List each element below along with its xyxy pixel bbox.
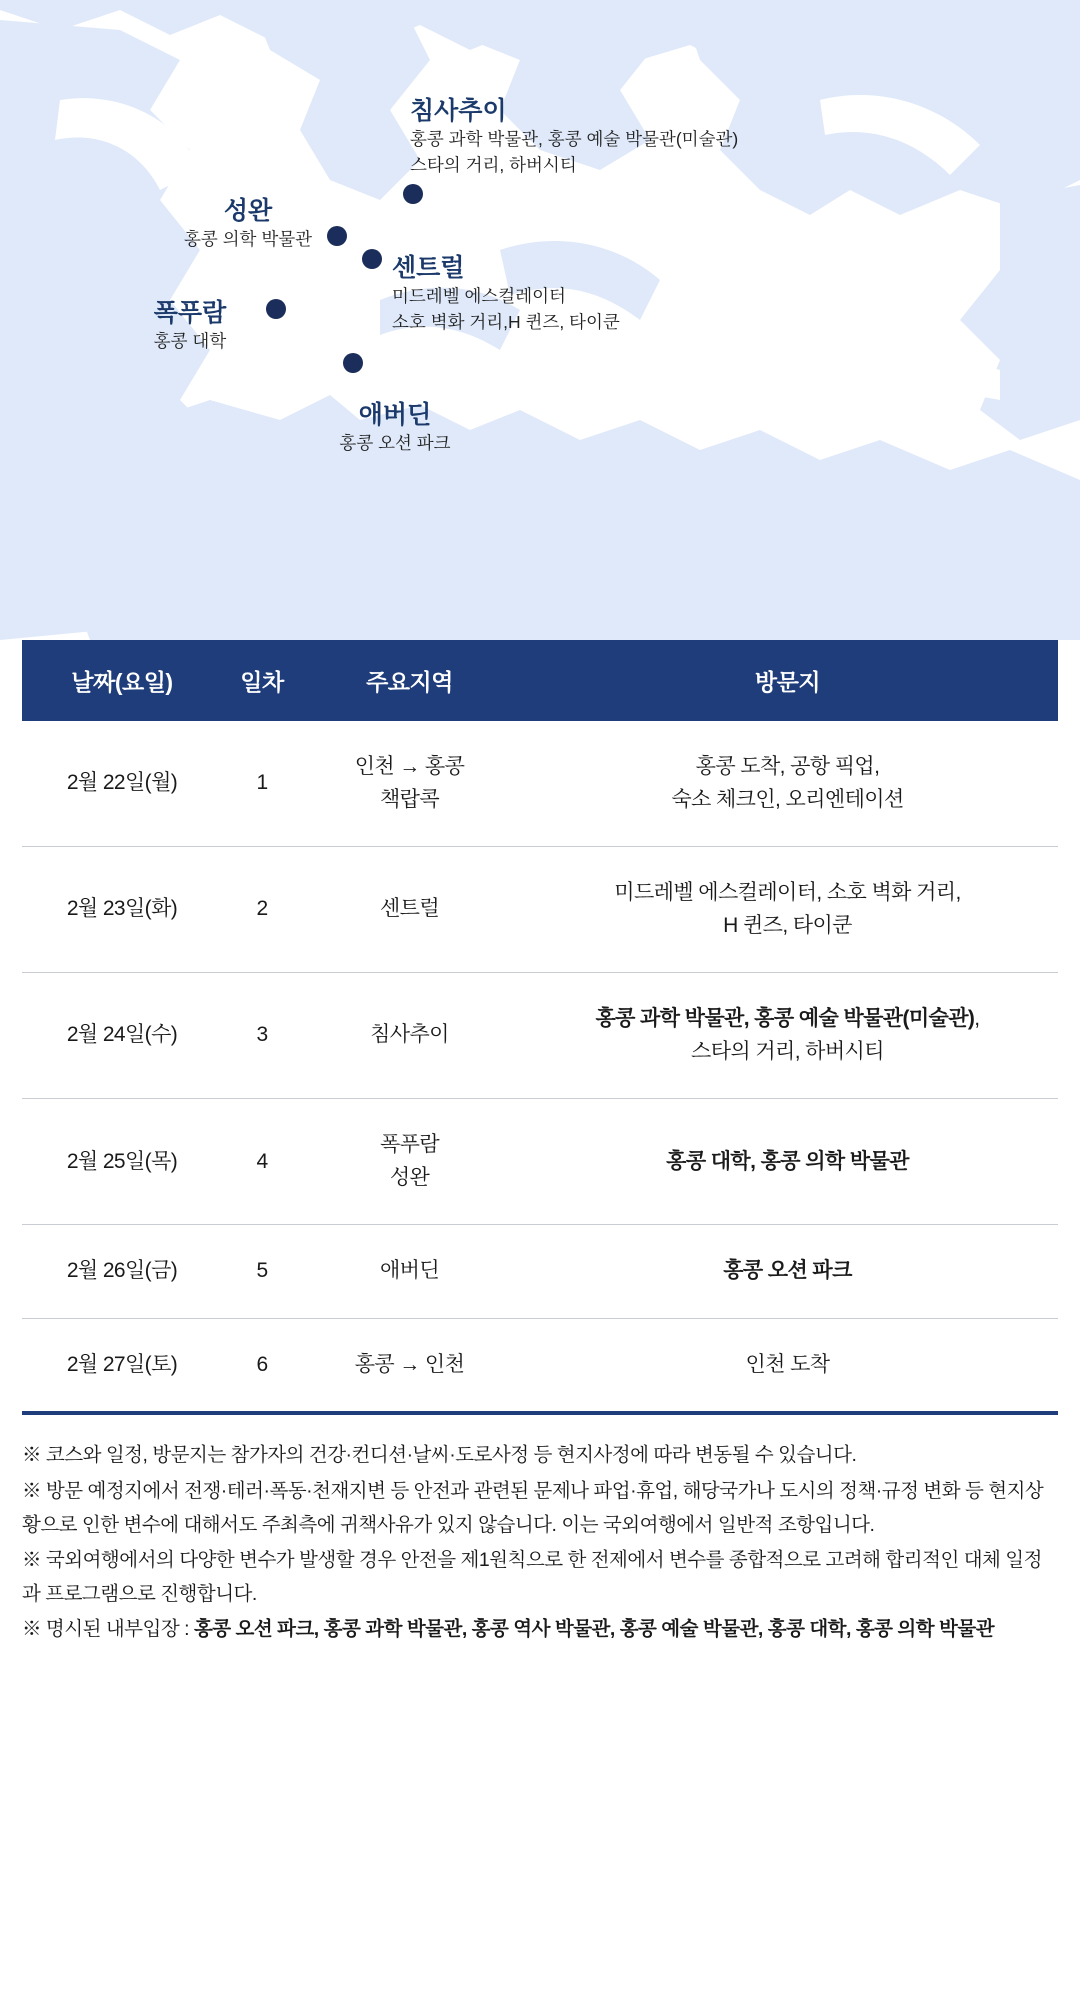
- cell-area: [302, 1099, 517, 1225]
- cell-day-number: 4: [222, 1099, 302, 1225]
- column-header-area: 주요지역: [302, 640, 517, 721]
- note-text: ※ 국외여행에서의 다양한 변수가 발생할 경우 안전을 제1원칙으로 한 전제에서 변수를 종합적으로 고려해 합리적인 대체 일정과 프로그램으로 진행합니다.: [22, 1549, 1042, 1605]
- map-label-desc-line: 소호 벽화 거리,H 퀸즈, 타이쿤: [392, 311, 620, 332]
- note-item: [22, 1613, 1058, 1647]
- map-marker-pok-fu-lam: [266, 299, 286, 319]
- visit-highlight: 홍콩 대학, 홍콩 의학 박물관: [666, 1149, 909, 1173]
- column-header-visit: 방문지: [517, 640, 1058, 721]
- visit-text: 숙소 체크인, 오리엔테이션: [671, 787, 904, 811]
- cell-date: 2월 23일(화): [22, 847, 222, 973]
- map-label-name: 침사추이: [410, 97, 507, 125]
- cell-visit-line: [523, 1255, 1052, 1288]
- table-row: [22, 847, 1058, 973]
- column-header-date: 날짜(요일): [22, 640, 222, 721]
- visit-highlight: 홍콩 과학 박물관, 홍콩 예술 박물관(미술관): [595, 1007, 975, 1031]
- cell-date: 2월 27일(토): [22, 1318, 222, 1413]
- map-label-tsim-sha-tsui: [410, 96, 738, 178]
- schedule-table: [22, 640, 1058, 1415]
- schedule-table-body: [22, 721, 1058, 1413]
- cell-visit-line: [523, 910, 1052, 943]
- cell-date: 2월 22일(월): [22, 721, 222, 847]
- cell-area: [302, 721, 517, 847]
- cell-visit: [517, 973, 1058, 1099]
- table-row: [22, 1225, 1058, 1319]
- note-item: [22, 1439, 1058, 1473]
- map-label-desc-line: 미드레벨 에스컬레이터: [392, 286, 566, 307]
- map-label-central: [392, 253, 620, 335]
- cell-area-line: 인천 → 홍콩: [354, 755, 465, 778]
- visit-text: ,: [974, 1007, 980, 1031]
- cell-day-number: 3: [222, 973, 302, 1099]
- cell-area: [302, 1225, 517, 1319]
- map-label-name: 성완: [223, 197, 273, 225]
- cell-visit: [517, 1318, 1058, 1413]
- cell-date: 2월 26일(금): [22, 1225, 222, 1319]
- map-label-desc-line: 홍콩 대학: [153, 331, 227, 352]
- map-label-name: 센트럴: [392, 254, 465, 282]
- map-label-desc-line: 홍콩 의학 박물관: [183, 229, 313, 250]
- note-text: ※ 명시된 내부입장 :: [22, 1618, 194, 1641]
- cell-area-line: 센트럴: [379, 897, 440, 921]
- cell-visit-line: [523, 877, 1052, 910]
- cell-area-line: 폭푸람: [379, 1133, 440, 1157]
- cell-visit-line: [523, 1146, 1052, 1179]
- note-item: [22, 1544, 1058, 1611]
- visit-text: 인천 도착: [745, 1352, 830, 1376]
- map-label-name: 애버딘: [358, 401, 432, 429]
- cell-visit-line: [523, 1036, 1052, 1069]
- note-text: ※ 코스와 일정, 방문지는 참가자의 건강·컨디션·날씨·도로사정 등 현지사정에 따라 변동될 수 있습니다.: [22, 1444, 857, 1467]
- map-marker-aberdeen: [343, 353, 363, 373]
- cell-day-number: 2: [222, 847, 302, 973]
- cell-visit: [517, 847, 1058, 973]
- hongkong-map: [0, 0, 1080, 640]
- table-header-row: [22, 640, 1058, 721]
- visit-text: 스타의 거리, 하버시티: [691, 1039, 884, 1063]
- visit-text: 미드레벨 에스컬레이터, 소호 벽화 거리,: [614, 881, 961, 905]
- map-marker-central: [362, 249, 382, 269]
- cell-area-line: 홍콩 → 인천: [354, 1352, 465, 1376]
- map-label-sheung-wan: [178, 196, 318, 253]
- cell-date: 2월 25일(목): [22, 1099, 222, 1225]
- table-row: [22, 721, 1058, 847]
- column-header-day: 일차: [222, 640, 302, 721]
- map-label-desc-line: 홍콩 과학 박물관, 홍콩 예술 박물관(미술관): [410, 129, 739, 150]
- cell-area: [302, 1318, 517, 1413]
- table-row: [22, 1099, 1058, 1225]
- cell-visit-line: [523, 1003, 1052, 1036]
- map-label-desc-line: 홍콩 오션 파크: [339, 433, 451, 454]
- note-highlight: 홍콩 오션 파크, 홍콩 과학 박물관, 홍콩 역사 박물관, 홍콩 예술 박물관, 홍콩 대학, 홍콩 의학 박물관: [193, 1618, 995, 1641]
- cell-visit: [517, 1225, 1058, 1319]
- map-label-name: 폭푸람: [153, 299, 227, 327]
- cell-area-line: 침사추이: [370, 1023, 449, 1047]
- map-marker-sheung-wan: [327, 226, 347, 246]
- cell-day-number: 6: [222, 1318, 302, 1413]
- cell-area-line: 책랍콕: [379, 787, 440, 811]
- note-text: ※ 방문 예정지에서 전쟁·테러·폭동·천재지변 등 안전과 관련된 문제나 파업·휴업, 해당국가나 도시의 정책·규정 변화 등 현지상황으로 인한 변수에 대해서도 주최측에 귀책사유가 있지 않습니다. 이는 국외여행에서 일반적 조항입니다.: [22, 1480, 1044, 1536]
- map-label-pok-fu-lam: [120, 298, 260, 355]
- visit-highlight: 홍콩 오션 파크: [723, 1259, 852, 1283]
- visit-text: 홍콩 도착, 공항 픽업,: [695, 755, 880, 778]
- map-label-desc-line: 스타의 거리, 하버시티: [410, 154, 577, 175]
- note-item: [22, 1475, 1058, 1542]
- cell-area-line: 성완: [389, 1165, 430, 1189]
- cell-area-line: 애버딘: [379, 1259, 440, 1283]
- map-label-aberdeen: [300, 400, 490, 457]
- notes-section: [0, 1415, 1080, 1688]
- cell-date: 2월 24일(수): [22, 973, 222, 1099]
- map-marker-tsim-sha-tsui: [403, 184, 423, 204]
- cell-visit: [517, 1099, 1058, 1225]
- table-row: [22, 973, 1058, 1099]
- cell-visit: [517, 721, 1058, 847]
- cell-visit-line: [523, 751, 1052, 784]
- visit-text: H 퀸즈, 타이쿤: [723, 913, 852, 937]
- table-row: [22, 1318, 1058, 1413]
- cell-day-number: 5: [222, 1225, 302, 1319]
- cell-area: [302, 973, 517, 1099]
- cell-visit-line: [523, 1349, 1052, 1382]
- schedule-table-wrapper: [0, 640, 1080, 1415]
- cell-day-number: 1: [222, 721, 302, 847]
- cell-area: [302, 847, 517, 973]
- cell-visit-line: [523, 784, 1052, 817]
